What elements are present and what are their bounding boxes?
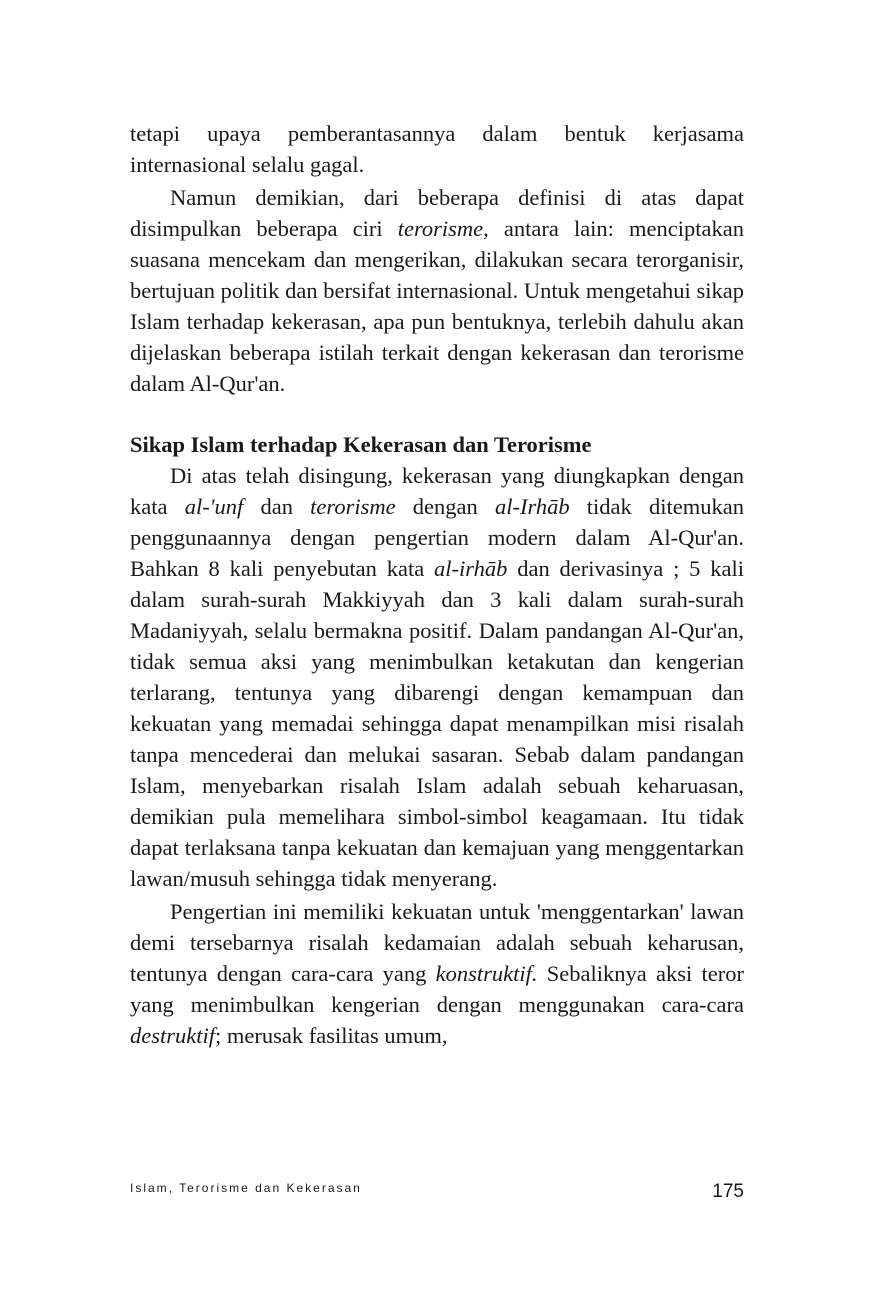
paragraph-1: tetapi upaya pemberantasannya dalam bentuk kerjasama internasional selalu gagal. <box>130 121 744 177</box>
section-heading: Sikap Islam terhadap Kekerasan dan Terorisme <box>130 432 592 457</box>
paragraph-3: Di atas telah disingung, kekerasan yang diungkapkan dengan kata al-'unf dan terorisme dengan al-Irhāb tidak ditemukan penggunaannya dengan pengertian modern dalam Al-Qur'an. Bahkan 8 kali penyebutan kata al-irhāb dan derivasinya ; 5 kali dalam surah-surah Makkiyyah dan 3 kali dalam surah-surah Madaniyyah, selalu bermakna positif. Dalam pandangan Al-Qur'an, tidak semua aksi yang menimbulkan ketakutan dan kengerian terlarang, tentunya yang dibarengi dengan kemampuan dan kekuatan yang memadai sehingga dapat menampilkan misi risalah tanpa mencederai dan melukai sasaran. Sebab dalam pandangan Islam, menyebarkan risalah Islam adalah sebuah keharuasan, demikian pula memelihara simbol-simbol keagamaan. Itu tidak dapat terlaksana tanpa kekuatan dan kemajuan yang menggentarkan lawan/musuh sehingga tidak menyerang. <box>130 463 744 891</box>
italic-term: konstruktif. <box>435 961 538 986</box>
paragraph-4: Pengertian ini memiliki kekuatan untuk 'menggentarkan' lawan demi tersebarnya risalah kedamaian adalah sebuah keharusan, tentunya dengan cara-cara yang konstruktif. Sebaliknya aksi teror yang menimbulkan kengerian dengan menggunakan cara-cara destruktif; merusak fasilitas umum, <box>130 899 744 1048</box>
italic-term: terorisme <box>310 494 396 519</box>
italic-term: al-irhāb <box>434 556 508 581</box>
page-number: 175 <box>712 1181 744 1202</box>
body-text <box>130 118 744 1051</box>
italic-term: al-'unf <box>184 494 244 519</box>
italic-term: al-Irhāb <box>495 494 570 519</box>
paragraph-2: Namun demikian, dari beberapa definisi di atas dapat disimpulkan beberapa ciri terorisme, antara lain: menciptakan suasana mencekam dan mengerikan, dilakukan secara terorganisir, bertujuan politik dan bersifat internasional. Untuk mengetahui sikap Islam terhadap kekerasan, apa pun bentuknya, terlebih dahulu akan dijelaskan beberapa istilah terkait dengan kekerasan dan terorisme dalam Al-Qur'an. <box>130 185 744 396</box>
italic-term: terorisme <box>397 216 484 241</box>
italic-term: destruktif <box>130 1023 215 1048</box>
running-footer-title: Islam, Terorisme dan Kekerasan <box>130 1181 362 1195</box>
